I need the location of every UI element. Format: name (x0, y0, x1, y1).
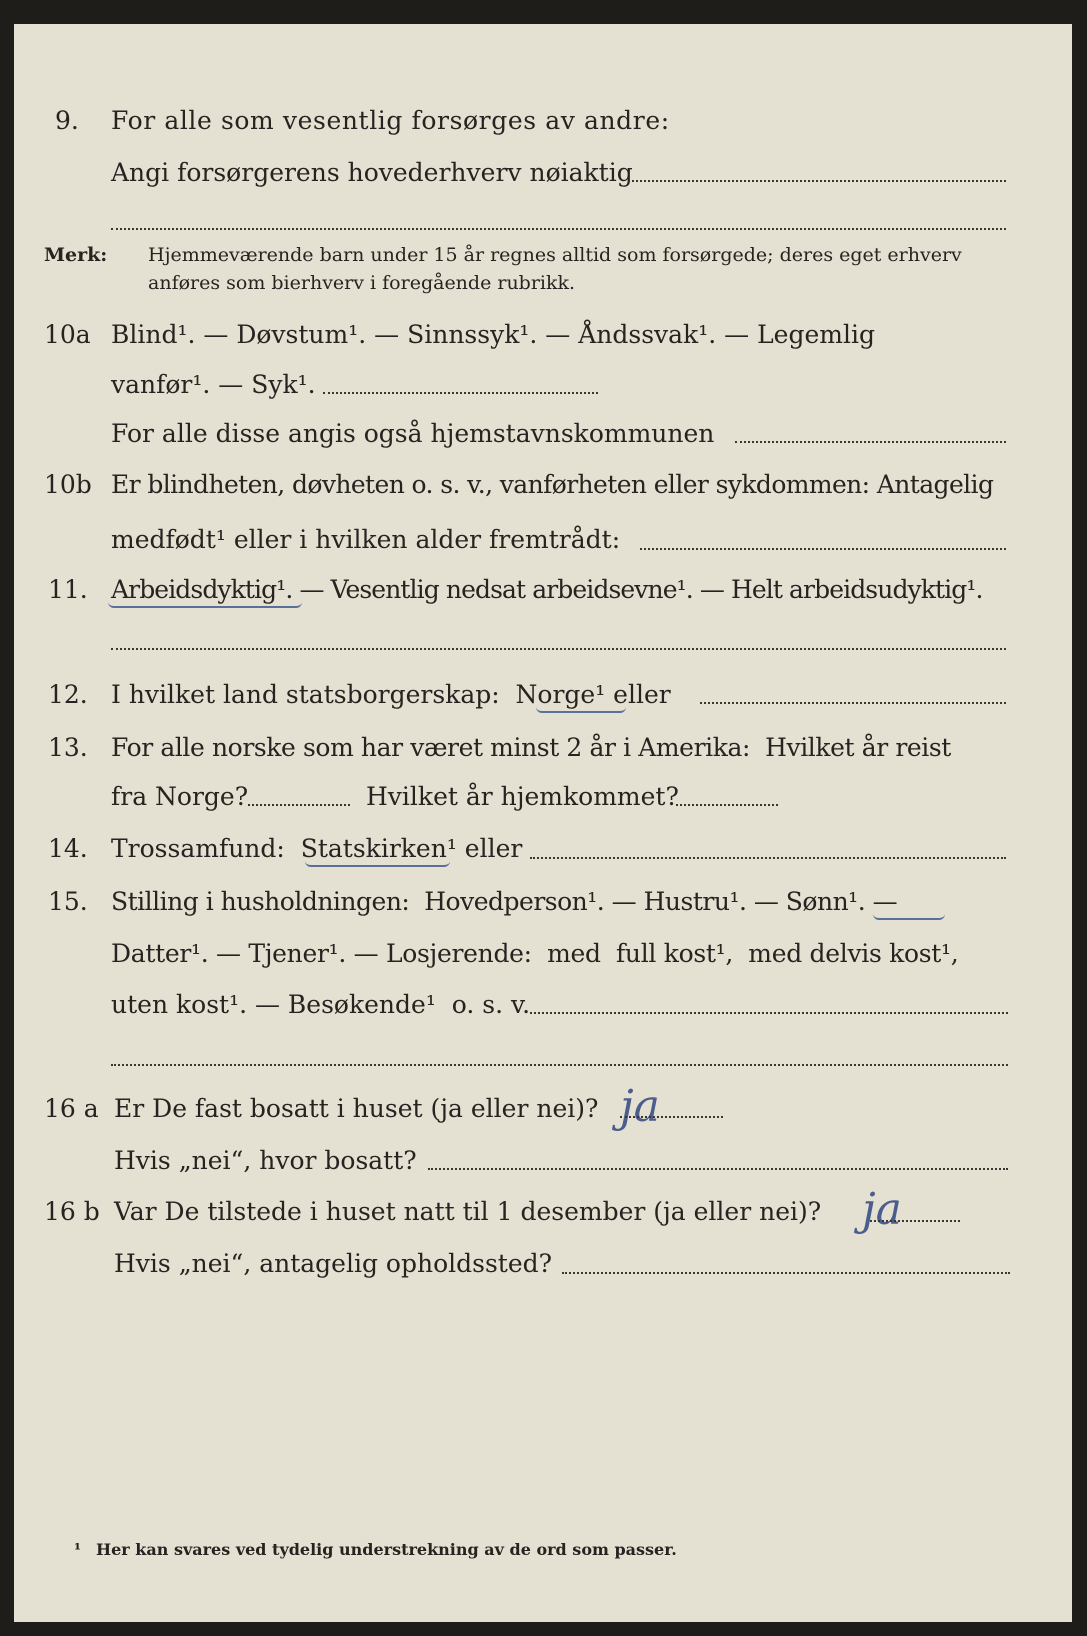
q15-sonn-underline (873, 910, 945, 920)
q11-number: 11. (48, 575, 88, 604)
q15-answer-line[interactable] (530, 1012, 1008, 1014)
q10b-number: 10b (44, 470, 92, 499)
q16b-location-answer-line[interactable] (562, 1272, 1010, 1274)
q9-number: 9. (55, 106, 79, 135)
note-line-1: Hjemmeværende barn under 15 år regnes alltid som forsørgede; deres eget erhverv (148, 244, 962, 266)
q12-citizenship-question: I hvilket land statsborgerskap: Norge¹ eller (111, 680, 671, 709)
q14-religion-question: Trossamfund: Statskirken¹ eller (111, 834, 523, 863)
q16a-if-no-label: Hvis „nei“, hvor bosatt? (114, 1146, 417, 1175)
q13-number: 13. (48, 733, 88, 762)
q12-number: 12. (48, 680, 88, 709)
q10a-home-municipality-label: For alle disse angis også hjemstavnskommunen (111, 419, 715, 448)
footnote-text: Her kan svares ved tydelig understrekning av de ord som passer. (96, 1540, 677, 1559)
q12-answer-line[interactable] (700, 702, 1006, 704)
q13-return-label: Hvilket år hjemkommet? (366, 782, 679, 811)
q13-departure-answer-line[interactable] (248, 804, 350, 806)
q16b-presence-question: Var De tilstede i huset natt til 1 desember (ja eller nei)? (114, 1197, 822, 1226)
q14-number: 14. (48, 834, 88, 863)
q10b-onset-label: medfødt¹ eller i hvilken alder fremtrådt: (111, 525, 621, 554)
footnote-mark: ¹ (74, 1540, 82, 1559)
q15-options-end: uten kost¹. — Besøkende¹ o. s. v. (111, 990, 531, 1019)
q16b-handwritten-answer: ja (862, 1184, 902, 1235)
q10a-options-cont: vanfør¹. — Syk¹. (111, 370, 316, 399)
q9-answer-line-2[interactable] (111, 228, 1006, 230)
q13-america-question: For alle norske som har været minst 2 år i Amerika: Hvilket år reist (111, 733, 951, 762)
q13-return-answer-line[interactable] (676, 804, 778, 806)
q10a-disability-options: Blind¹. — Døvstum¹. — Sinnssyk¹. — Åndssvak¹. — Legemlig (111, 320, 875, 349)
note-line-2: anføres som bierhverv i foregående rubrikk. (148, 272, 576, 294)
q16a-handwritten-answer: ja (620, 1081, 660, 1132)
q16a-residence-question: Er De fast bosatt i huset (ja eller nei)? (114, 1094, 599, 1123)
q9-question: For alle som vesentlig forsørges av andre: (111, 106, 670, 135)
q14-statskirken-underline (305, 857, 450, 867)
q16b-answer-line[interactable] (870, 1220, 960, 1222)
q10a-municipality-answer-line[interactable] (735, 441, 1006, 443)
q16a-number: 16 a (44, 1094, 99, 1123)
q16b-if-no-label: Hvis „nei“, antagelig opholdssted? (114, 1249, 553, 1278)
q16a-answer-line[interactable] (620, 1116, 723, 1118)
q10a-sick-answer-line[interactable] (323, 392, 598, 394)
q13-departure-label: fra Norge? (111, 782, 249, 811)
q11-arbeidsdyktig-underline (108, 598, 302, 608)
q9-answer-line[interactable] (628, 180, 1006, 182)
q10b-question: Er blindheten, døvheten o. s. v., vanførheten eller sykdommen: Antagelig (111, 470, 994, 499)
q15-household-position-options: Stilling i husholdningen: Hovedperson¹. — Hustru¹. — Sønn¹. — (111, 887, 898, 916)
q11-work-capacity-options: Arbeidsdyktig¹. — Vesentlig nedsat arbeidsevne¹. — Helt arbeidsudyktig¹. (111, 575, 983, 604)
q12-norge-underline (536, 703, 626, 713)
q15-number: 15. (48, 887, 88, 916)
q11-answer-line[interactable] (111, 648, 1006, 650)
q15-answer-line-2[interactable] (111, 1064, 1008, 1066)
q10a-number: 10a (44, 320, 91, 349)
q16a-residence-answer-line[interactable] (428, 1168, 1008, 1170)
q15-options-cont: Datter¹. — Tjener¹. — Losjerende: med full kost¹, med delvis kost¹, (111, 939, 959, 968)
q16b-number: 16 b (44, 1197, 100, 1226)
note-label: Merk: (44, 244, 108, 266)
q10b-answer-line[interactable] (640, 548, 1006, 550)
q9-provider-occupation-label: Angi forsørgerens hovederhverv nøiaktig (111, 158, 633, 187)
q14-answer-line[interactable] (530, 857, 1006, 859)
